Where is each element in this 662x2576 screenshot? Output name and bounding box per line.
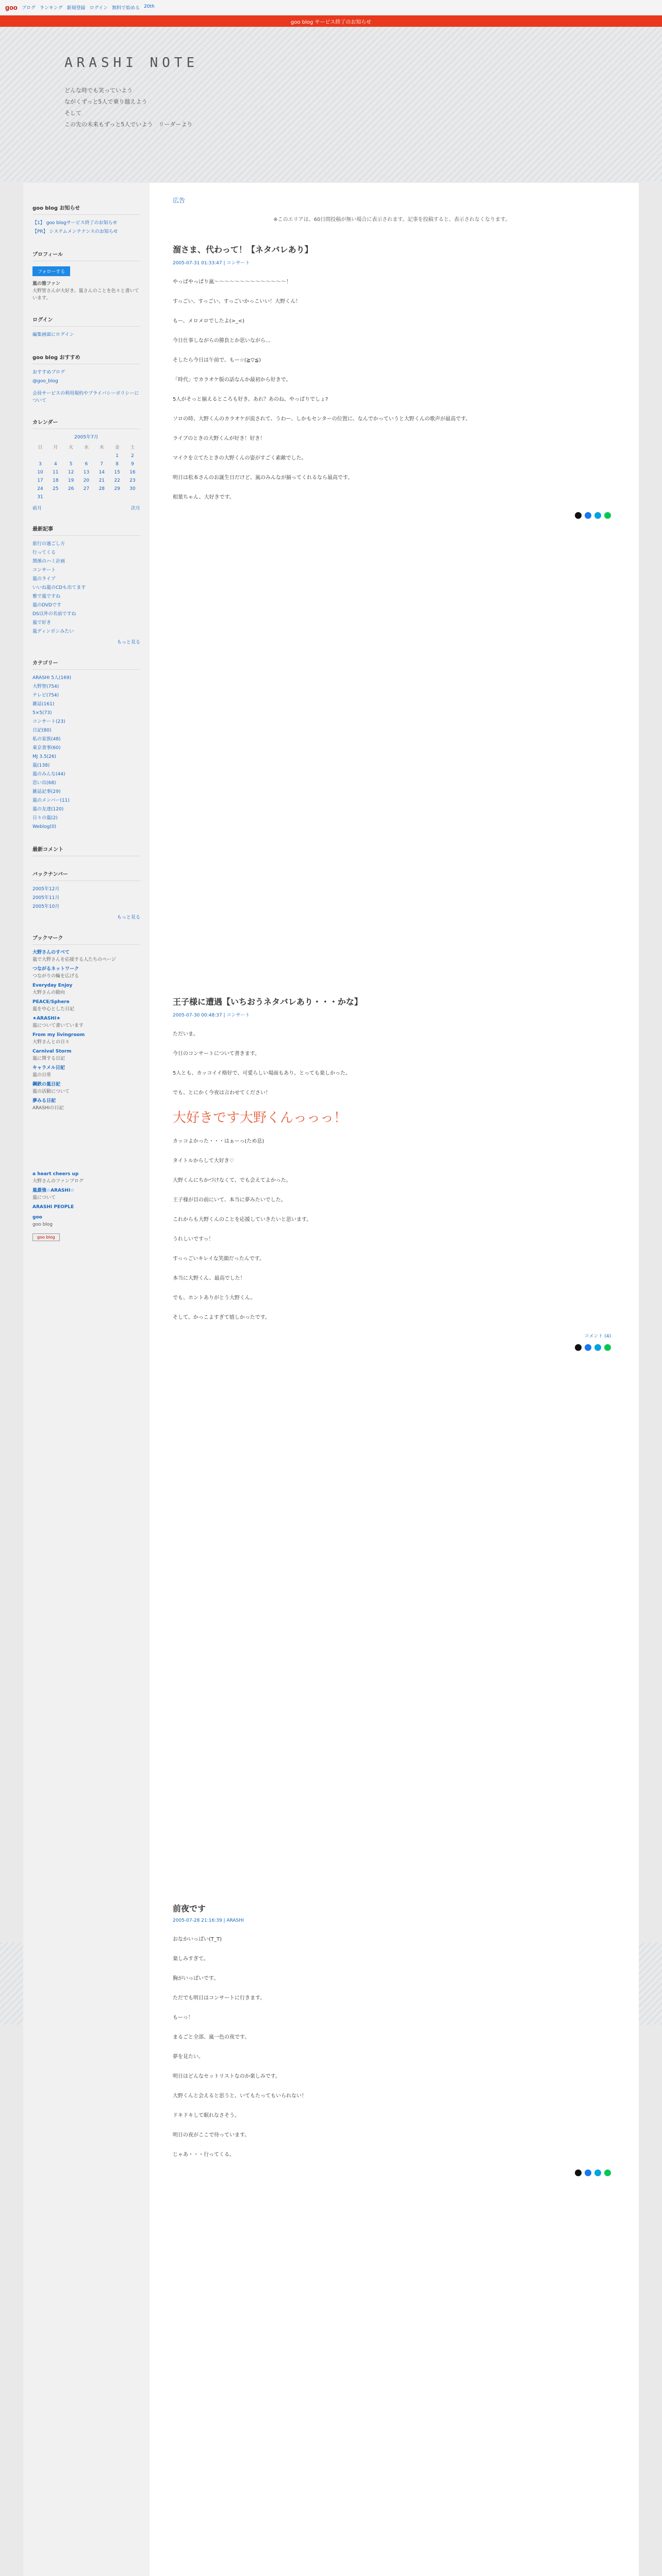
list-link[interactable]: 嵐ディンポンみたい [32, 629, 74, 634]
bookmark-name[interactable]: つながるネットワーク [32, 967, 79, 972]
hatena-icon[interactable] [594, 512, 601, 519]
bookmark-name[interactable]: From my livingroom [32, 1032, 85, 1038]
entry-paragraph: 相葉ちゃん、大好きです。 [173, 495, 235, 500]
list-item [32, 753, 140, 761]
notice-list [32, 219, 140, 236]
calendar-day-head: 日 [38, 445, 43, 450]
entry-paragraph: マイクを立てたときの大野くんの姿がすごく素敵でした。 [173, 455, 307, 461]
entry-paragraph: 胸がいっぱいです。 [173, 1976, 219, 1981]
entry-paragraph: ただいま。 [173, 1031, 198, 1037]
list-link[interactable]: いいね嵐のCDも出てます [32, 585, 86, 590]
entry-meta[interactable]: 2005-07-31 01:33:47 | コンサート [173, 261, 250, 266]
calendar-day [63, 493, 79, 501]
ad-notice: ※このエリアは、60日間投稿が無い場合に表示されます。記事を投稿すると、表示されなくなります。 [273, 217, 510, 223]
login-link[interactable]: 編集画面にログイン [32, 332, 74, 337]
recommend-note[interactable]: 会員サービスの利用規約やプライバシーポリシーについて [32, 391, 139, 403]
calendar-day[interactable]: 16 [129, 470, 136, 475]
calendar-day[interactable]: 9 [131, 462, 134, 467]
list-item [32, 796, 140, 805]
list-link[interactable]: 嵐(138) [32, 763, 50, 768]
goo-title[interactable]: goo [32, 1215, 42, 1220]
entry-title[interactable]: 溜さま、代わって！【ネタバレあり】 [173, 245, 313, 255]
calendar-day[interactable]: 3 [39, 462, 42, 467]
backnumber-more-link[interactable]: もっと見る [117, 915, 140, 920]
list-link[interactable]: DS以外の名前ですね [32, 612, 76, 617]
list-item [32, 610, 140, 619]
calendar-day[interactable]: 29 [114, 486, 120, 492]
bookmark-desc: 嵐で大野さんを応援する人たちのページ [32, 957, 116, 962]
list-item [32, 885, 140, 894]
hatena-icon[interactable] [594, 2170, 601, 2176]
top-nav [22, 4, 155, 11]
calendar-day[interactable]: 14 [98, 470, 105, 475]
calendar-day-head: 水 [84, 445, 89, 450]
entry-paragraph: じゃあ・・・行ってくる。 [173, 2152, 235, 2158]
entry-paragraph: 大野くんと会えると思うと、いてもたってもいられない！ [173, 2093, 307, 2099]
recommend-link[interactable]: @goo_blog [32, 379, 58, 384]
calendar-day-head: 木 [99, 445, 104, 450]
blog-title[interactable]: ARASHI NOTE [64, 55, 199, 71]
list-link[interactable]: 嵐のみんな(44) [32, 772, 65, 777]
list-item [32, 709, 140, 718]
list-link[interactable]: コンサート(23) [32, 719, 65, 724]
bookmark-desc: 大野さんとの日々 [32, 1040, 70, 1045]
calendar-day[interactable]: 25 [53, 486, 59, 492]
calendar-day-head: 土 [130, 445, 135, 450]
list-item [32, 683, 140, 691]
list-link[interactable]: 嵐のライブ [32, 577, 56, 582]
blog-header [0, 27, 662, 181]
calendar-day[interactable]: 30 [129, 486, 136, 492]
entry-paragraph: そしたら今日は午前で、もー☆(≧▽≦) [173, 358, 261, 363]
entry-paragraph: ソロの時、大野くんのカラオケが流されて、うわー、しかもセンターの位置に、なんでかっていうと大野くんの歌声が最高です。 [173, 416, 471, 422]
calendar-day [125, 493, 140, 501]
list-item [32, 566, 140, 575]
bookmark-desc: 大野さんのファンブログ [32, 1179, 84, 1184]
entry-body [173, 277, 611, 502]
bookmark-name[interactable]: ARASHI PEOPLE [32, 1205, 74, 1210]
blog-tagline-4: この先の未来もずっと5人でいよう リーダーより [64, 121, 193, 128]
profile-heading: プロフィール [32, 250, 140, 261]
recent-list [32, 540, 140, 636]
calendar-heading: カレンダー [32, 418, 140, 429]
calendar-day [94, 452, 109, 460]
calendar-day[interactable]: 22 [114, 478, 120, 483]
bookmark-desc: ARASHIの日記 [32, 1106, 64, 1111]
calendar-day [79, 493, 94, 501]
list-link[interactable]: コンサート [32, 568, 56, 573]
sidebar [23, 183, 150, 2576]
calendar [32, 433, 140, 501]
backnumber-list [32, 885, 140, 911]
topnav-login[interactable]: ログイン [89, 6, 108, 11]
entry-paragraph: 明日はどんなセットリストなのか楽しみです。 [173, 2074, 280, 2079]
entry [173, 1902, 611, 2576]
line-icon[interactable] [604, 1344, 611, 1351]
list-item [32, 744, 140, 753]
recommend-link[interactable]: おすすめブログ [32, 370, 65, 375]
calendar-day[interactable]: 28 [98, 486, 105, 492]
list-link[interactable]: 雑誌(161) [32, 702, 55, 707]
list-item [32, 674, 140, 683]
profile-text: 大野智さんが大好き。嵐さんのことを色々と書いています。 [32, 289, 139, 301]
calendar-day[interactable]: 17 [37, 478, 43, 483]
entry-meta[interactable]: 2005-07-30 00:48:37 | コンサート [173, 1013, 250, 1018]
ad-label: 広告 [173, 197, 186, 204]
recent-more [32, 638, 140, 645]
bookmark-name[interactable]: Carnival Storm [32, 1049, 72, 1054]
list-item [32, 377, 140, 386]
hatena-icon[interactable] [594, 1344, 601, 1351]
list-link[interactable]: テレビ(754) [32, 693, 59, 698]
entry-paragraph: タイトルからして大好き♡ [173, 1158, 234, 1164]
goo-logo[interactable]: goo [5, 4, 18, 11]
profile-name: 嵐の雅ファン [32, 281, 60, 286]
entry-paragraph: おなかいっぱい(T_T) [173, 1937, 222, 1942]
list-item [32, 700, 140, 709]
spacer [32, 1114, 140, 1171]
notice-link[interactable]: 【1】 goo blogサービス終了のお知らせ [32, 221, 118, 226]
service-end-alert[interactable] [0, 15, 662, 27]
calendar-day[interactable]: 12 [68, 470, 74, 475]
twitter-icon[interactable] [575, 1344, 582, 1351]
bookmark-desc: 嵐に関する日記 [32, 1056, 65, 1061]
list-link[interactable]: 日々の嵐(2) [32, 816, 58, 821]
calendar-week [32, 477, 140, 485]
list-item [32, 726, 140, 735]
login-list [32, 331, 140, 340]
entry-paragraph: うれしいですっ！ [173, 1236, 214, 1242]
entry-paragraph: すっごい、すっごい、すっごいかっこいい！大野くん！ [173, 299, 301, 304]
entry-paragraph: 今日仕事しながらの勝負とか思いながら… [173, 338, 271, 344]
category-list [32, 674, 140, 832]
calendar-week [32, 468, 140, 477]
bookmark-name[interactable]: a heart cheers up [32, 1172, 79, 1177]
list-item [32, 770, 140, 779]
blog-tagline-3: そして [64, 110, 81, 116]
list-item [32, 805, 140, 814]
twitter-icon[interactable] [575, 512, 582, 519]
bookmark-name[interactable]: 夢みる日記 [32, 1098, 56, 1104]
calendar-day[interactable]: 23 [129, 478, 136, 483]
entry-paragraph: 5人がそっと揃えるところも好き。あれ？あのね、やっぱりでしょ? [173, 397, 328, 402]
login-heading: ログイン [32, 315, 140, 327]
entry [173, 995, 611, 1871]
topnav-20th[interactable]: 20th [144, 4, 155, 9]
entry-paragraph: 楽しみすぎて。 [173, 1956, 209, 1962]
entry-paragraph: 夢を見たい。 [173, 2054, 204, 2060]
calendar-day[interactable]: 27 [83, 486, 90, 492]
list-item [32, 557, 140, 566]
entry-paragraph: 本当に大野くん、最高でした！ [173, 1276, 245, 1281]
entry-paragraph: 大野くんにちかづけなくて、でも会えてよかった。 [173, 1178, 291, 1183]
bookmark-desc: 嵐の活動について [32, 1089, 70, 1094]
entry-title[interactable]: 王子様に遭遇【いちおうネタバレあり・・・かな】 [173, 997, 362, 1007]
list-link[interactable]: Weblog(0) [32, 824, 57, 829]
entry-list [173, 243, 611, 2576]
list-link[interactable]: 嵐の友達(120) [32, 807, 64, 812]
backnumber-more [32, 913, 140, 920]
calendar-prev[interactable]: 前月 [32, 506, 42, 511]
bookmark-desc: 嵐の日常 [32, 1073, 52, 1078]
list-item [32, 894, 140, 903]
bookmark-heading: ブックマーク [32, 934, 140, 945]
calendar-day [109, 493, 125, 501]
calendar-day[interactable]: 6 [85, 462, 88, 467]
entry-paragraph: ただでも明日はコンサートに行きます。 [173, 1995, 266, 2001]
entry-paragraph: 明日の夜がここで待っています。 [173, 2132, 250, 2138]
entry-paragraph: まるごと全部、嵐一色の夜です。 [173, 2035, 250, 2040]
list-item [32, 601, 140, 610]
calendar-day [94, 493, 109, 501]
list-link[interactable]: 私の家族(48) [32, 737, 61, 742]
goo-blog-badge[interactable]: goo blog [32, 1233, 60, 1241]
recent-more-link[interactable]: もっと見る [117, 640, 140, 645]
list-link[interactable]: 嵐のメンバー(11) [32, 798, 70, 803]
list-link[interactable]: 行ってくる [32, 550, 56, 555]
list-item [32, 691, 140, 700]
list-item [32, 575, 140, 584]
list-item [32, 592, 140, 601]
bookmark-name[interactable]: 大野さんのすべて [32, 950, 70, 955]
calendar-day-head: 月 [53, 445, 58, 450]
calendar-week [32, 452, 140, 460]
calendar-day[interactable]: 21 [98, 478, 105, 483]
list-item [32, 823, 140, 832]
bookmark-name[interactable]: 嵐最強☆ARASHI☆ [32, 1188, 75, 1193]
bookmark-name[interactable]: Everyday Enjoy [32, 983, 73, 988]
calendar-nav [32, 504, 140, 511]
entry-paragraph: でも、ホントありがとう大野くん。 [173, 1295, 256, 1301]
calendar-day [48, 493, 63, 501]
share-buttons [173, 512, 611, 519]
list-item [32, 228, 140, 236]
entry-heading-big: 大好きです大野くんっっっ！ [173, 1110, 347, 1126]
calendar-day[interactable]: 18 [53, 478, 59, 483]
facebook-icon[interactable] [585, 2170, 591, 2176]
list-item [32, 718, 140, 726]
list-item [32, 549, 140, 557]
calendar-next[interactable]: 次月 [130, 506, 140, 511]
calendar-day[interactable]: 4 [54, 462, 57, 467]
list-link[interactable]: 雑誌記事(29) [32, 789, 61, 794]
list-link[interactable]: 旅行の過ごし方 [32, 541, 65, 547]
calendar-day[interactable]: 19 [68, 478, 74, 483]
bookmark-desc: 嵐について書いています [32, 1023, 84, 1028]
notice-link[interactable]: 【PR】 システムメンテナンスのお知らせ [32, 229, 118, 234]
list-item [32, 584, 140, 592]
entry-paragraph: 王子様が目の前にいて、本当に夢みたいでした。 [173, 1197, 286, 1203]
calendar-day[interactable]: 2 [131, 453, 134, 459]
list-item [32, 628, 140, 636]
calendar-day-head: 火 [69, 445, 74, 450]
top-bar [0, 0, 662, 15]
bookmark-desc: 嵐について [32, 1195, 56, 1200]
entry-paragraph: ライブのときの大野くんが好き！好き！ [173, 436, 266, 442]
entry-paragraph: 今日のコンサートについて書きます。 [173, 1051, 260, 1057]
entry-paragraph: 「時代」でカラオケ版の話なんか最初から好きで。 [173, 377, 291, 383]
bookmark-desc: つながりの輪を広げる [32, 974, 79, 979]
entry-meta[interactable]: 2005-07-28 21:16:39 | ARASHI [173, 1918, 244, 1923]
calendar-day[interactable]: 20 [83, 478, 90, 483]
list-link[interactable]: 東京食事(60) [32, 745, 61, 751]
recommend-heading: goo blog おすすめ [32, 353, 140, 364]
calendar-week [32, 485, 140, 493]
notice-heading: goo blog お知らせ [32, 204, 140, 215]
entry-paragraph: ドキドキして眠れなさそう。 [173, 2113, 240, 2119]
list-link[interactable]: MJ 3.5(26) [32, 754, 57, 759]
calendar-day [48, 452, 63, 460]
calendar-day[interactable]: 8 [115, 462, 119, 467]
facebook-icon[interactable] [585, 1344, 591, 1351]
list-item [32, 219, 140, 228]
list-item [32, 761, 140, 770]
blog-tagline-1: どんな時でも笑っていよう [64, 87, 133, 94]
list-link[interactable]: 2005年12月 [32, 887, 60, 892]
bookmark-name[interactable]: PEACE/Sphere [32, 999, 70, 1005]
list-link[interactable]: ARASHI 5人(169) [32, 675, 72, 681]
bookmark-desc: 大野さんの動向 [32, 990, 65, 995]
main-content [173, 183, 611, 2576]
page-container [23, 183, 639, 2576]
category-heading: カテゴリー [32, 658, 140, 670]
entry-paragraph: もーっ！ [173, 2015, 193, 2021]
entry-paragraph: もー、メロメロでしたよ(>_<) [173, 318, 245, 324]
list-link[interactable]: 2005年10月 [32, 904, 60, 909]
recent-heading: 最新記事 [32, 524, 140, 536]
entry-paragraph: これからも大野くんのことを応援していきたいと思います。 [173, 1217, 312, 1223]
goo-text: goo blog [32, 1222, 53, 1227]
entry-paragraph: すっっごいキレイな笑顔だったんです。 [173, 1256, 264, 1262]
bookmark-list-late [32, 1171, 140, 1211]
calendar-body [32, 452, 140, 501]
entry-paragraph: 5人とも、カッコイイ格好で、可愛らしい場面もあり、とっても楽しかった。 [173, 1071, 351, 1076]
facebook-icon[interactable] [585, 512, 591, 519]
list-item [32, 903, 140, 911]
bookmark-desc: 嵐を中心とした日記 [32, 1007, 75, 1012]
entry-title[interactable]: 前夜です [173, 1904, 206, 1913]
bookmark-list [32, 949, 140, 1112]
list-item [32, 331, 140, 340]
entry-paragraph: カッコよかった・・・はぁーっ(ため息) [173, 1139, 264, 1144]
calendar-day [79, 452, 94, 460]
list-link[interactable]: 雅で嵐ですね [32, 594, 61, 599]
comments-heading: 最新コメント [32, 845, 140, 856]
calendar-day [63, 452, 79, 460]
calendar-day[interactable]: 1 [115, 453, 119, 459]
line-icon[interactable] [604, 512, 611, 519]
line-icon[interactable] [604, 2170, 611, 2176]
share-buttons [173, 2170, 611, 2176]
calendar-day[interactable]: 31 [37, 495, 43, 500]
calendar-caption: 2005年7月 [74, 435, 98, 440]
list-link[interactable]: 思い出(68) [32, 781, 56, 786]
topnav-ranking[interactable]: ランキング [39, 6, 63, 11]
entry-paragraph: 明日は松本さんのお誕生日だけど、嵐のみんなが揃ってくれるなら最高です。 [173, 475, 353, 481]
list-link[interactable]: 日記(80) [32, 728, 52, 733]
list-item [32, 814, 140, 823]
bookmark-name[interactable]: ★ARASHI★ [32, 1016, 61, 1021]
entry-paragraph: でも、とにかく今夜は言わせてください！ [173, 1090, 271, 1096]
share-buttons [173, 1344, 611, 1351]
list-item [32, 368, 140, 377]
topnav-register[interactable]: 新規登録 [67, 6, 86, 11]
follow-button[interactable]: フォローする [32, 266, 70, 276]
recommend-list [32, 368, 140, 386]
calendar-day[interactable]: 15 [114, 470, 120, 475]
twitter-icon[interactable] [575, 2170, 582, 2176]
list-link[interactable]: 関係のハミ計画 [32, 559, 65, 564]
bookmark-name[interactable]: キャラメル日記 [32, 1065, 65, 1071]
topnav-blog[interactable]: ブログ [21, 6, 36, 11]
blog-tagline-2: ながくずっと5人で乗り越えよう [64, 98, 147, 105]
bookmark-name[interactable]: 鋼鉄の嵐日記 [32, 1082, 61, 1087]
calendar-day[interactable]: 10 [37, 470, 43, 475]
list-link[interactable]: 2005年11月 [32, 895, 60, 901]
list-link[interactable]: 嵐で好き [32, 620, 52, 625]
alert-text[interactable]: goo blog サービス終了のお知らせ [290, 19, 372, 25]
backnumber-heading: バックナンバー [32, 870, 140, 881]
calendar-day-head: 金 [114, 445, 120, 450]
list-item [32, 540, 140, 549]
calendar-day [32, 452, 48, 460]
list-item [32, 779, 140, 788]
topnav-start[interactable]: 無料で始める [112, 6, 140, 11]
calendar-day[interactable]: 26 [68, 486, 74, 492]
list-link[interactable]: 5×5(73) [32, 710, 52, 716]
list-item [32, 735, 140, 744]
entry-paragraph: そして、かっこよすぎて嬉しかったです。 [173, 1315, 270, 1320]
list-item [32, 619, 140, 628]
calendar-week [32, 460, 140, 468]
entry [173, 243, 611, 964]
comment-link[interactable]: コメント (4) [584, 1334, 611, 1339]
list-link[interactable]: 嵐のDVDです [32, 603, 61, 608]
entry-body [173, 1029, 611, 1323]
calendar-day[interactable]: 11 [53, 470, 59, 475]
list-item [32, 788, 140, 796]
calendar-week [32, 493, 140, 501]
list-link[interactable]: 大野智(754) [32, 684, 59, 689]
calendar-day[interactable]: 24 [37, 486, 43, 492]
entry-body [173, 1935, 611, 2160]
calendar-day[interactable]: 7 [100, 462, 104, 467]
entry-footer [173, 1332, 611, 1339]
calendar-day[interactable]: 13 [83, 470, 90, 475]
calendar-day[interactable]: 5 [69, 462, 73, 467]
entry-paragraph: やっぱやっぱり嵐〜〜〜〜〜〜〜〜〜〜〜〜〜〜！ [173, 279, 291, 285]
